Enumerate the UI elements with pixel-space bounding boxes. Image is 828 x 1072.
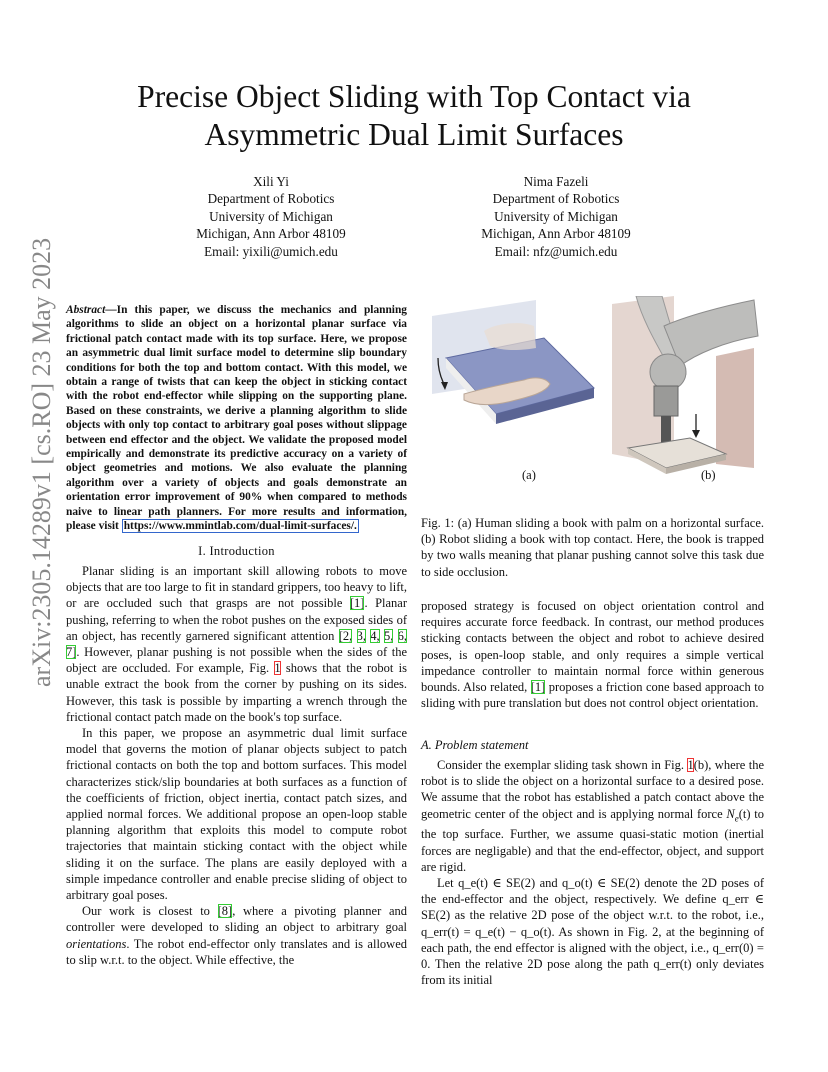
panel-b-illustration: [612, 296, 758, 474]
intro-paragraph-2: In this paper, we propose an asymmetric dual limit surface model that governs the motion of planar objects subject to patch frictional contacts on both the top and bottom surfaces. This model characterizes stick/slip boundaries at both surfaces as a function of the coefficients of friction, object inertia, contact patch sizes, and applied normal forces. We additional propose an open-loop stable planning algorithm that exploits this model to compute robot trajectories that maintain sticking contact with the object while sliding it on the surface. The plans are easily deployed with a simple impedance controller and enable precise sliding of object to arbitrary goal poses.: [66, 726, 407, 903]
citation-link[interactable]: 7]: [66, 645, 77, 660]
author-email: Email: nfz@umich.edu: [494, 243, 618, 259]
author-email: Email: yixili@umich.edu: [204, 243, 338, 259]
abstract: [66, 303, 407, 534]
right-paragraph-3: Let q_e(t) ∈ SE(2) and q_o(t) ∈ SE(2) denote the 2D poses of the end-effector and the object, respectively. We define q_err ∈ SE(2) as the relative 2D pose of the object w.r.t. to the robot, i.e., q_err(t) = q_e(t) − q_o(t). As shown in Fig. 2, at the beginning of each path, the end effector is aligned with the object, i.e., q_err(0) = 0. Then the relative 2D pose along the path q_err(t) only deviates from its initial: [421, 875, 764, 988]
citation-link[interactable]: [8]: [217, 904, 233, 919]
author-block-1: [146, 173, 396, 260]
emphasis: orientations: [66, 936, 127, 951]
intro-paragraph-1: [66, 563, 407, 725]
right-column-body-2: [421, 757, 764, 988]
panel-a-illustration: [432, 300, 594, 424]
subfigure-label-b: (b): [701, 468, 716, 482]
section-heading-introduction: I. Introduction: [198, 544, 275, 558]
project-link[interactable]: https://www.mmintlab.com/dual-limit-surfaces/.: [123, 520, 357, 533]
author-dept: Department of Robotics: [492, 191, 620, 207]
author-city: Michigan, Ann Arbor 48109: [196, 226, 346, 242]
text: . However, planar pushing is not possible when the sides of the object are occluded. For example, Fig.: [66, 645, 407, 676]
text: Our work is closest to: [82, 904, 218, 919]
left-column-body: [66, 563, 407, 968]
text: (t) to the top surface. Further, we assume quasi-static motion (inertial forces are negligable) and that the end-effector, object, and support are rigid.: [421, 806, 764, 874]
text: . Planar pushing, referring to when the robot pushes on the exposed sides of an object, has recently garnered significant attention: [66, 596, 408, 643]
subsection-heading-problem-statement: A. Problem statement: [421, 738, 529, 752]
author-name: Xili Yi: [253, 174, 289, 189]
citation-link[interactable]: [1]: [349, 596, 365, 611]
math-subscript: e: [734, 813, 739, 824]
arxiv-stamp: arXiv:2305.14289v1 [cs.RO] 23 May 2023: [27, 237, 56, 687]
abstract-body: —In this paper, we discuss the mechanics and planning algorithms to slide an object on a horizontal planar surface via frictional patch contact made with its top surface. Here, we propose an asymmetric dual limit surface model to determine slip boundary conditions for both the top and bottom contact. With this model, we obtain a range of twists that can keep the object in sticking contact with the robot end-effector while slipping on the supporting plane. Based on these constraints, we derive a planning algorithm to slide objects with only top contact to arbitrary goal poses without slippage between end effector and the object. We validate the proposed model empirically and demonstrate its predictive accuracy on a variety of object geometries and motions. We also evaluate the planning algorithm over a variety of objects and goals demonstrate an orientation error improvement of 90% when compared to methods naive to linear path planners. For more results and information, please visit: [66, 304, 407, 533]
citation-link[interactable]: 4,: [370, 628, 380, 643]
text: proposes a friction cone based approach to sliding with pure translation but does not control object orientation.: [421, 680, 764, 711]
subfigure-label-a: (a): [522, 468, 536, 482]
text: . The robot end-effector only translates and is allowed to slip w.r.t. to the object. While effective, the: [66, 936, 407, 967]
right-paragraph-2: [421, 757, 764, 875]
text: Consider the exemplar sliding task shown in Fig.: [437, 758, 688, 772]
author-name: Nima Fazeli: [523, 174, 589, 189]
author-block-2: [431, 173, 681, 260]
figure-1-caption: Fig. 1: (a) Human sliding a book with palm on a horizontal surface. (b) Robot sliding a book with top contact. Here, the book is trapped by two walls meaning that planar pushing cannot solve this task due to side occlusion.: [421, 516, 764, 579]
author-univ: University of Michigan: [494, 208, 618, 224]
right-column-body: [421, 598, 764, 711]
math-symbol: N: [726, 806, 735, 821]
citation-link[interactable]: 3,: [356, 628, 366, 643]
intro-paragraph-3: [66, 903, 407, 968]
abstract-lead: Abstract: [66, 304, 106, 316]
citation-link[interactable]: 6,: [397, 628, 408, 643]
citation-link[interactable]: [1]: [530, 680, 546, 695]
figure-1: [424, 296, 766, 491]
author-dept: Department of Robotics: [207, 191, 335, 207]
text: Planar sliding is an important skill allowing robots to move objects that are too large to fit in standard grippers, too heavy to lift, or are occluded such that grasps are not possible: [66, 564, 407, 611]
right-paragraph-1: [421, 598, 764, 711]
text: , where a pivoting planner and controller were developed to sliding an object to arbitrary goal: [66, 904, 407, 935]
text: proposed strategy is focused on object orientation control and requires accurate force feedback. In contrast, our method produces sticking contacts between the object and robot to achieve desired poses, is open-loop stable, and only requires a simple vertical impedance controller to maintain normal force within generous bounds. Also related,: [421, 599, 764, 695]
citation-link[interactable]: [2,: [338, 628, 353, 643]
paper-title: Precise Object Sliding with Top Contact via Asymmetric Dual Limit Surfaces: [137, 79, 691, 152]
author-city: Michigan, Ann Arbor 48109: [481, 226, 631, 242]
text: (b), where the robot is to slide the object on a horizontal surface to a desired pose. We assume that the robot has established a patch contact above the geometric center of the object and is applying normal force: [421, 758, 764, 821]
text: shows that the robot is unable extract the book from the corner by pushing on its sides. However, this task is possible by imparting a wrench through the frictional contact patch made on the book's top surface.: [66, 661, 407, 724]
citation-link[interactable]: 5,: [383, 628, 394, 643]
figure-1-illustration: [424, 296, 766, 491]
author-univ: University of Michigan: [209, 208, 333, 224]
figure-link[interactable]: 1: [687, 758, 694, 772]
figure-link[interactable]: 1: [274, 661, 281, 676]
